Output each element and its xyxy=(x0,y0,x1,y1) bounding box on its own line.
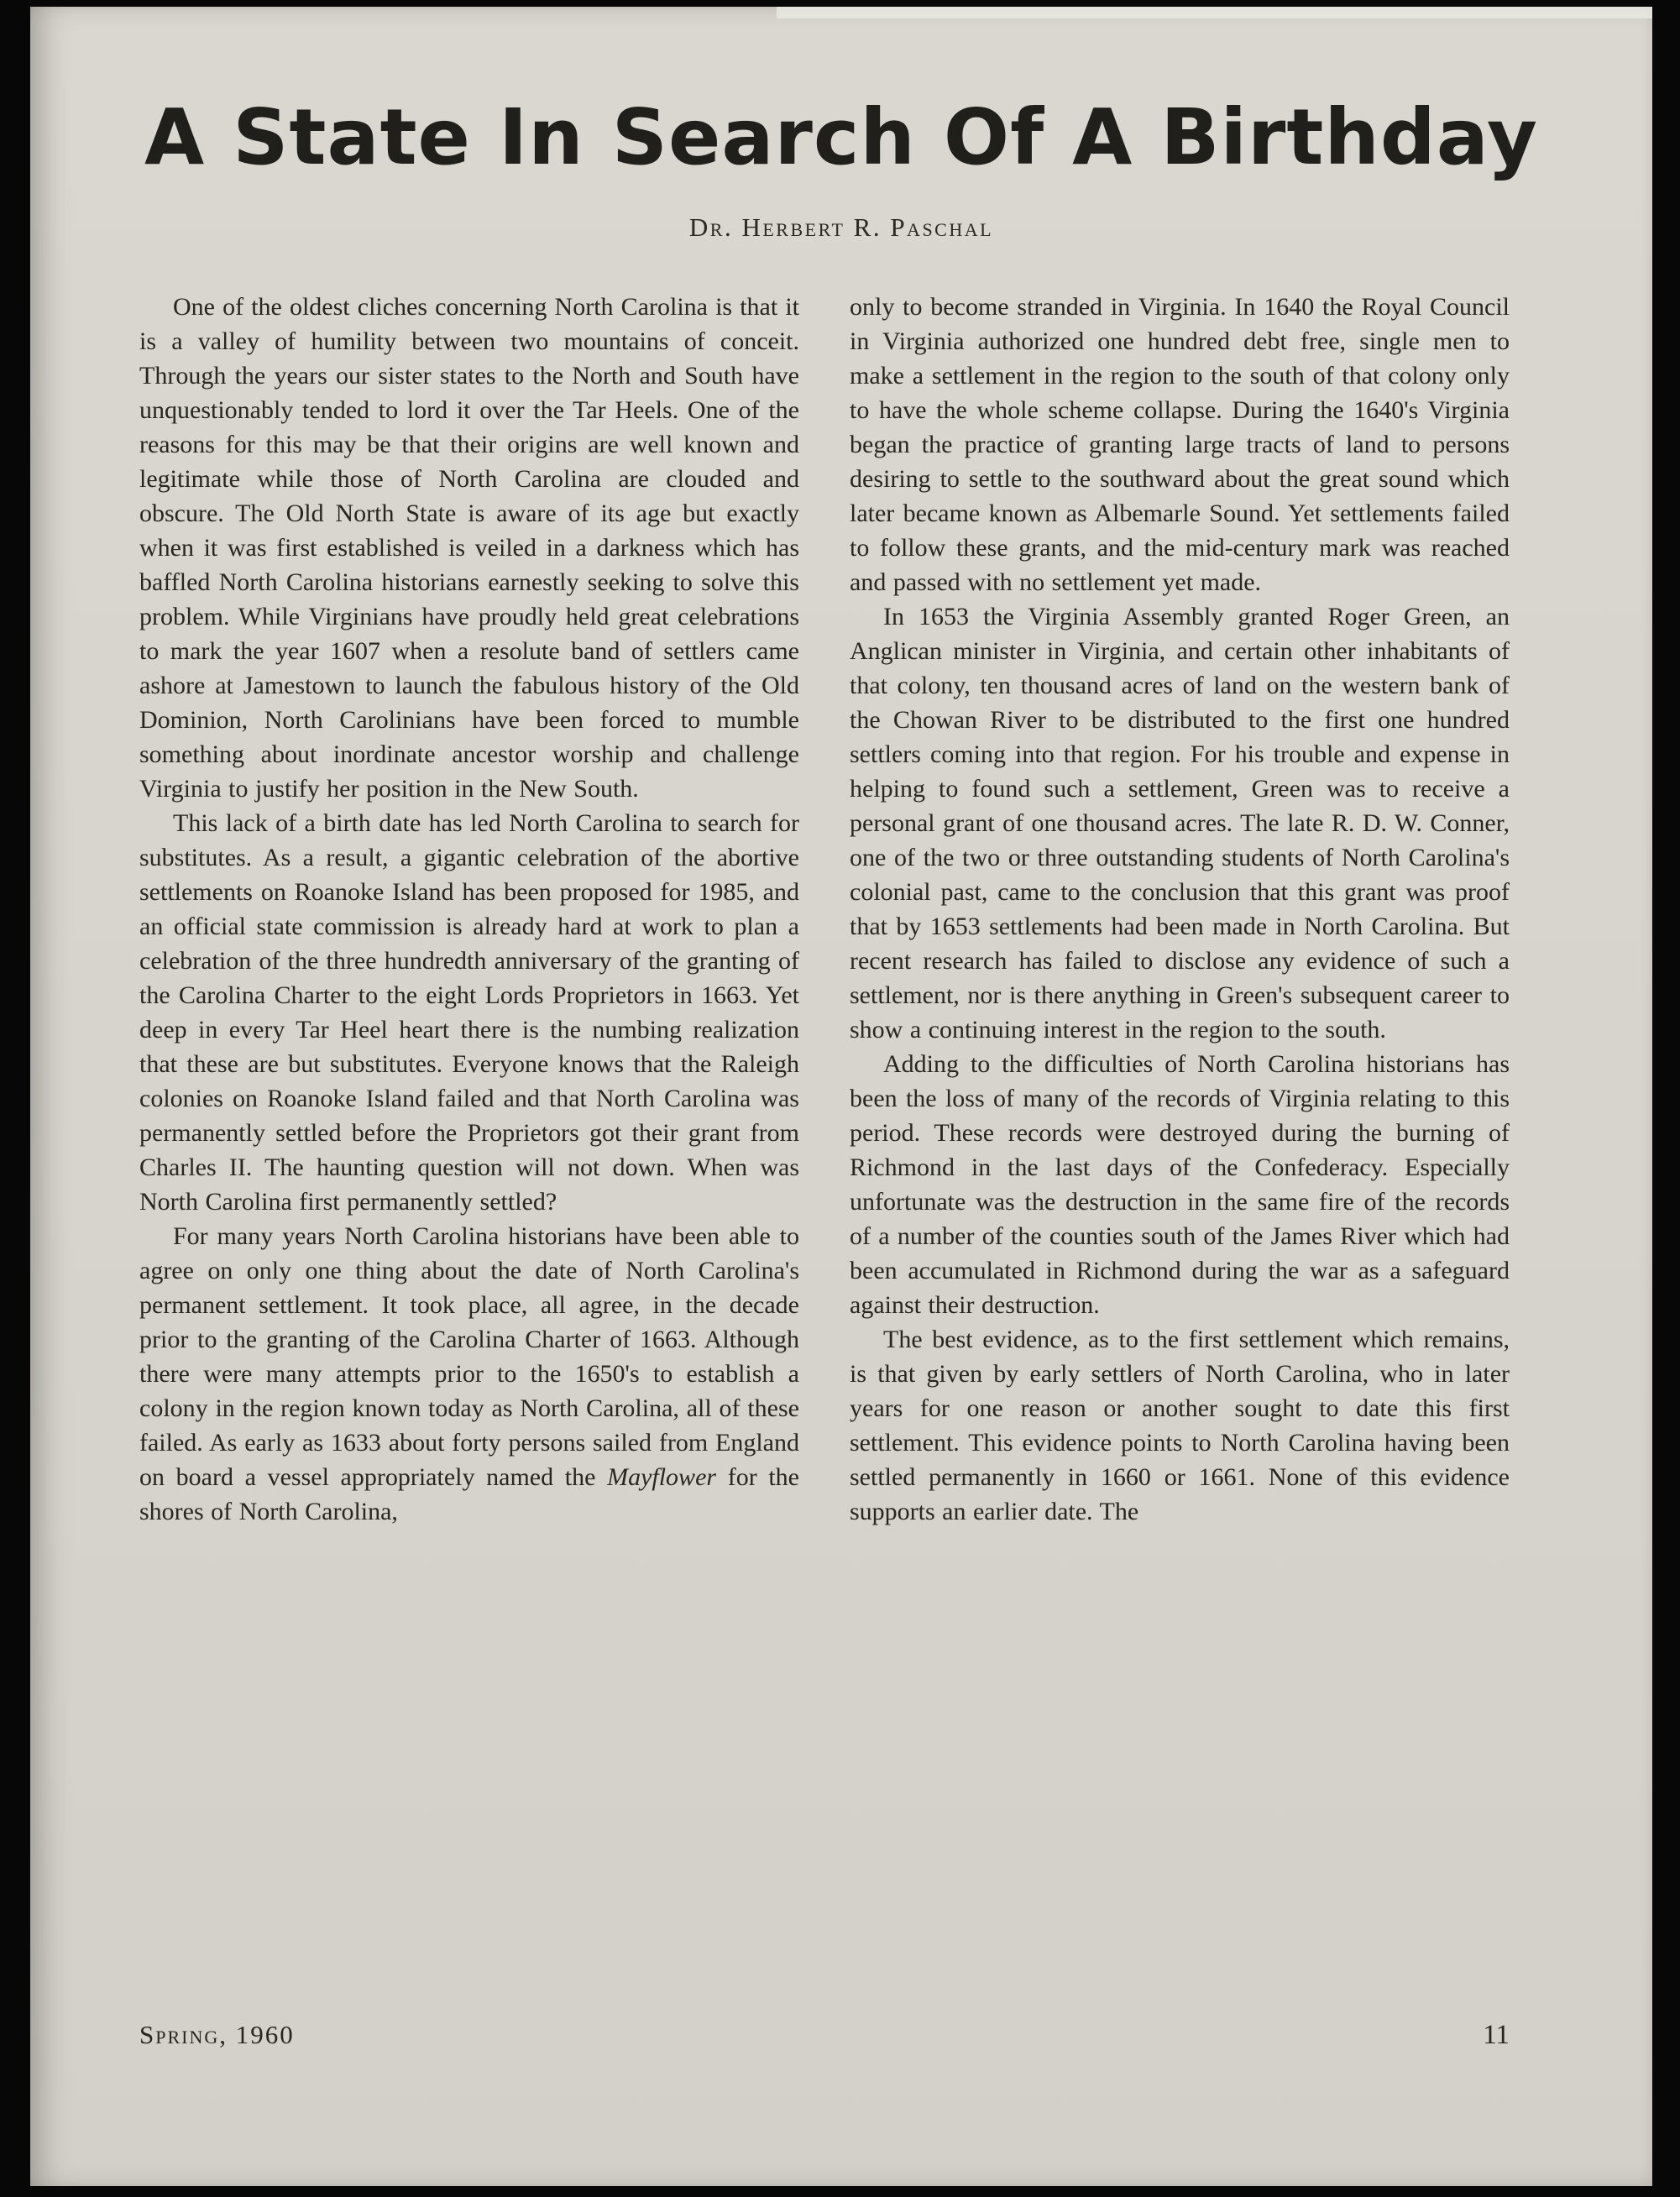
article-body xyxy=(139,290,1510,1529)
footer-issue: Spring, 1960 xyxy=(139,2020,295,2049)
footer-page-number: 11 xyxy=(1483,2020,1510,2050)
paragraph-text: For many years North Carolina historians have been able to agree on only one thing about the date of North Carolina's permanent settlement. It took place, all agree, in the decade prior to the granting of the Carolina Charter of 1663. Although there were many attempts prior to the 1650's to establish a colony in the region known today as North Carolina, all of these failed. As early as 1633 about forty persons sailed from England on board a vessel appropriately named the xyxy=(139,1221,799,1491)
page-title: A State In Search Of A Birthday xyxy=(144,92,1538,182)
paragraph xyxy=(139,1219,799,1529)
paper xyxy=(30,7,1652,2186)
byline: Dr. Herbert R. Paschal xyxy=(688,212,994,242)
paragraph-text: for the shores of North Carolina, xyxy=(139,1462,800,1525)
article-column-left xyxy=(139,290,799,1529)
article-column-right xyxy=(850,290,1510,1529)
paragraph-continuation: only to become stranded in Virginia. In 1640 the Royal Council in Virginia authorized one hundred debt free, single men to make a settlement in the region to the south of that colony only to have the whole scheme collapse. During the 1640's Virginia began the practice of granting large tracts of land to persons desiring to settle to the southward about the great sound which later became known as Albemarle Sound. Yet settlements failed to follow these grants, and the mid-century mark was reached and passed with no settlement yet made. xyxy=(850,292,1510,596)
page-footer xyxy=(139,2020,1510,2051)
paragraph: One of the oldest cliches concerning North Carolina is that it is a valley of humility between two mountains of conceit. Through the years our sister states to the North and South have unquestionably tended to lord it over the Tar Heels. One of the reasons for this may be that their origins are well known and legitimate while those of North Carolina are clouded and obscure. The Old North State is aware of its age but exactly when it was first established is veiled in a darkness which has baffled North Carolina historians earnestly seeking to solve this problem. While Virginians have proudly held great celebrations to mark the year 1607 when a resolute band of settlers came ashore at Jamestown to launch the fabulous history of the Old Dominion, North Carolinians have been forced to mumble something about inordinate ancestor worship and challenge Virginia to justify her position in the New South. xyxy=(139,292,799,803)
paragraph: In 1653 the Virginia Assembly granted Roger Green, an Anglican minister in Virginia, and certain other inhabitants of that colony, ten thousand acres of land on the western bank of the Chowan River to be distributed to the first one hundred settlers coming into that region. For his trouble and expense in helping to found such a settlement, Green was to receive a personal grant of one thousand acres. The late R. D. W. Conner, one of the two or three outstanding students of North Carolina's colonial past, came to the conclusion that this grant was proof that by 1653 settlements had been made in North Carolina. But recent research has failed to disclose any evidence of such a settlement, nor is there anything in Green's subsequent career to show a continuing interest in the region to the south. xyxy=(850,602,1510,1044)
paragraph: Adding to the difficulties of North Carolina historians has been the loss of many of the records of Virginia relating to this period. These records were destroyed during the burning of Richmond in the last days of the Confederacy. Especially unfortunate was the destruction in the same fire of the records of a number of the counties south of the James River which had been accumulated in Richmond during the war as a safeguard against their destruction. xyxy=(850,1049,1510,1319)
mayflower-italic: Mayflower xyxy=(607,1462,717,1491)
paragraph: The best evidence, as to the first settlement which remains, is that given by early settlers of North Carolina, who in later years for one reason or another sought to date this first settlement. This evidence points to North Carolina having been settled permanently in 1660 or 1661. None of this evidence supports an earlier date. The xyxy=(850,1325,1510,1525)
paragraph: This lack of a birth date has led North Carolina to search for substitutes. As a result, a gigantic celebration of the abortive settlements on Roanoke Island has been proposed for 1985, and an official state commission is already hard at work to plan a celebration of the three hundredth anniversary of the granting of the Carolina Charter to the eight Lords Proprietors in 1663. Yet deep in every Tar Heel heart there is the numbing realization that these are but substitutes. Everyone knows that the Raleigh colonies on Roanoke Island failed and that North Carolina was permanently settled before the Proprietors got their grant from Charles II. The haunting question will not down. When was North Carolina first permanently settled? xyxy=(139,808,799,1216)
